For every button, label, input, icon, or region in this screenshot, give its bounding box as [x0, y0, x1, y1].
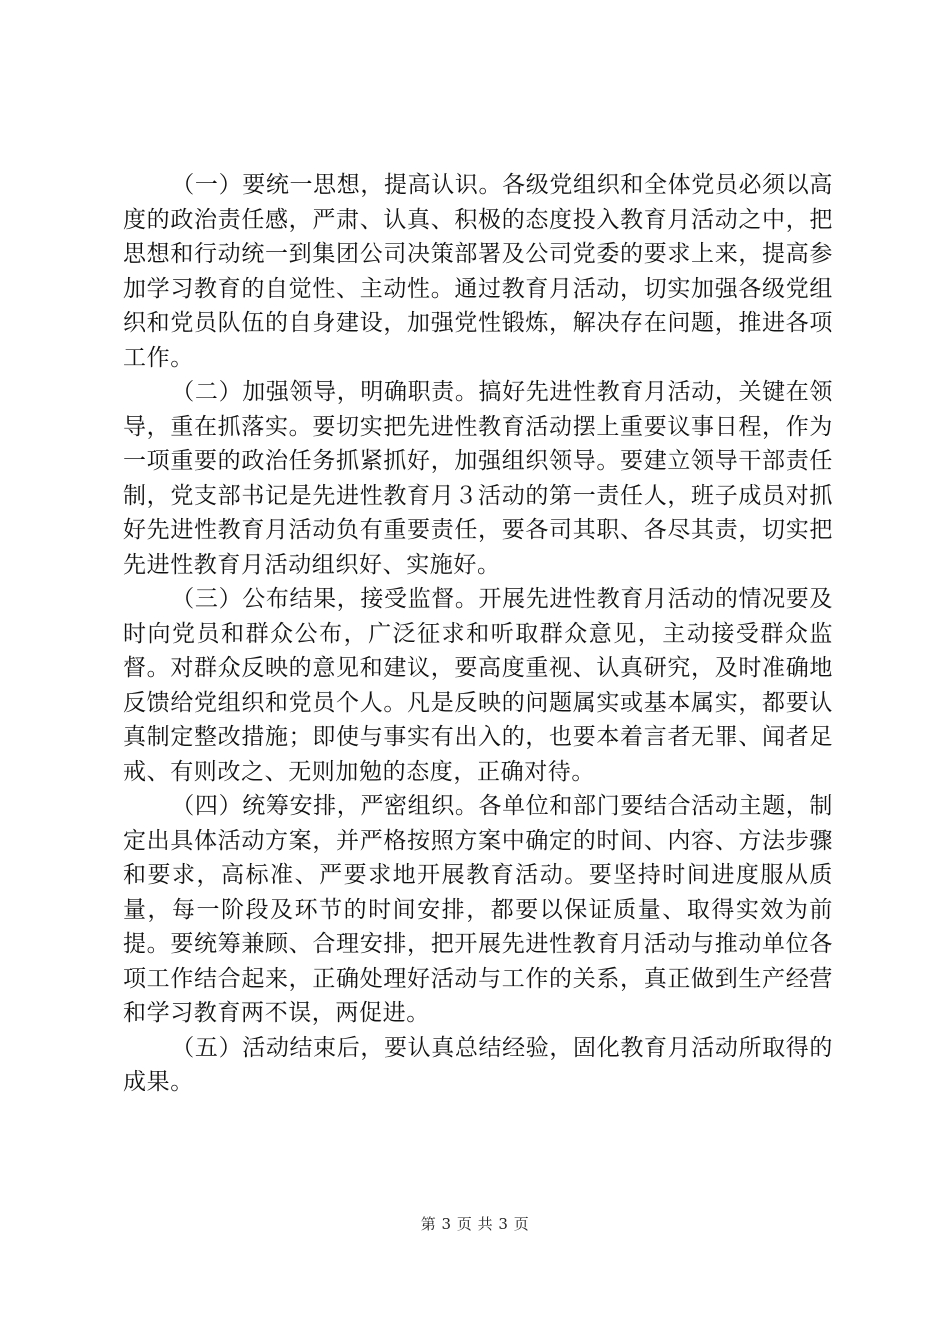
- paragraph-5-summarize-experience: （五）活动结束后，要认真总结经验，固化教育月活动所取得的成果。: [123, 1034, 833, 1095]
- paragraph-2-strengthen-leadership: （二）加强领导，明确职责。搞好先进性教育月活动，关键在领导，重在抓落实。要切实把先进性教育活动摆上重要议事日程，作为一项重要的政治任务抓紧抓好，加强组织领导。要建立领导干部责任制，党支部书记是先进性教育月３活动的第一责任人，班子成员对抓好先进性教育月活动负有重要责任，要各司其职、各尽其责，切实把先进性教育月活动组织好、实施好。: [123, 379, 833, 578]
- page-footer: 第 3 页 共 3 页: [420, 1215, 530, 1233]
- paragraph-4-overall-arrangement: （四）统筹安排，严密组织。各单位和部门要结合活动主题，制定出具体活动方案，并严格按照方案中确定的时间、内容、方法步骤和要求，高标准、严要求地开展教育活动。要坚持时间进度服从质量，每一阶段及环节的时间安排，都要以保证质量、取得实效为前提。要统筹兼顾、合理安排，把开展先进性教育月活动与推动单位各项工作结合起来，正确处理好活动与工作的关系，真正做到生产经营和学习教育两不误，两促进。: [123, 793, 833, 1026]
- document-body: [123, 168, 833, 1100]
- paragraph-1-unify-thinking: （一）要统一思想，提高认识。各级党组织和全体党员必须以高度的政治责任感，严肃、认真、积极的态度投入教育月活动之中，把思想和行动统一到集团公司决策部署及公司党委的要求上来，提高参加学习教育的自觉性、主动性。通过教育月活动，切实加强各级党组织和党员队伍的自身建设，加强党性锻炼，解决存在问题，推进各项工作。: [123, 172, 833, 371]
- paragraph-3-publish-results: （三）公布结果，接受监督。开展先进性教育月活动的情况要及时向党员和群众公布，广泛征求和听取群众意见，主动接受群众监督。对群众反映的意见和建议，要高度重视、认真研究，及时准确地反馈给党组织和党员个人。凡是反映的问题属实或基本属实，都要认真制定整改措施；即使与事实有出入的，也要本着言者无罪、闻者足戒、有则改之、无则加勉的态度，正确对待。: [123, 586, 833, 785]
